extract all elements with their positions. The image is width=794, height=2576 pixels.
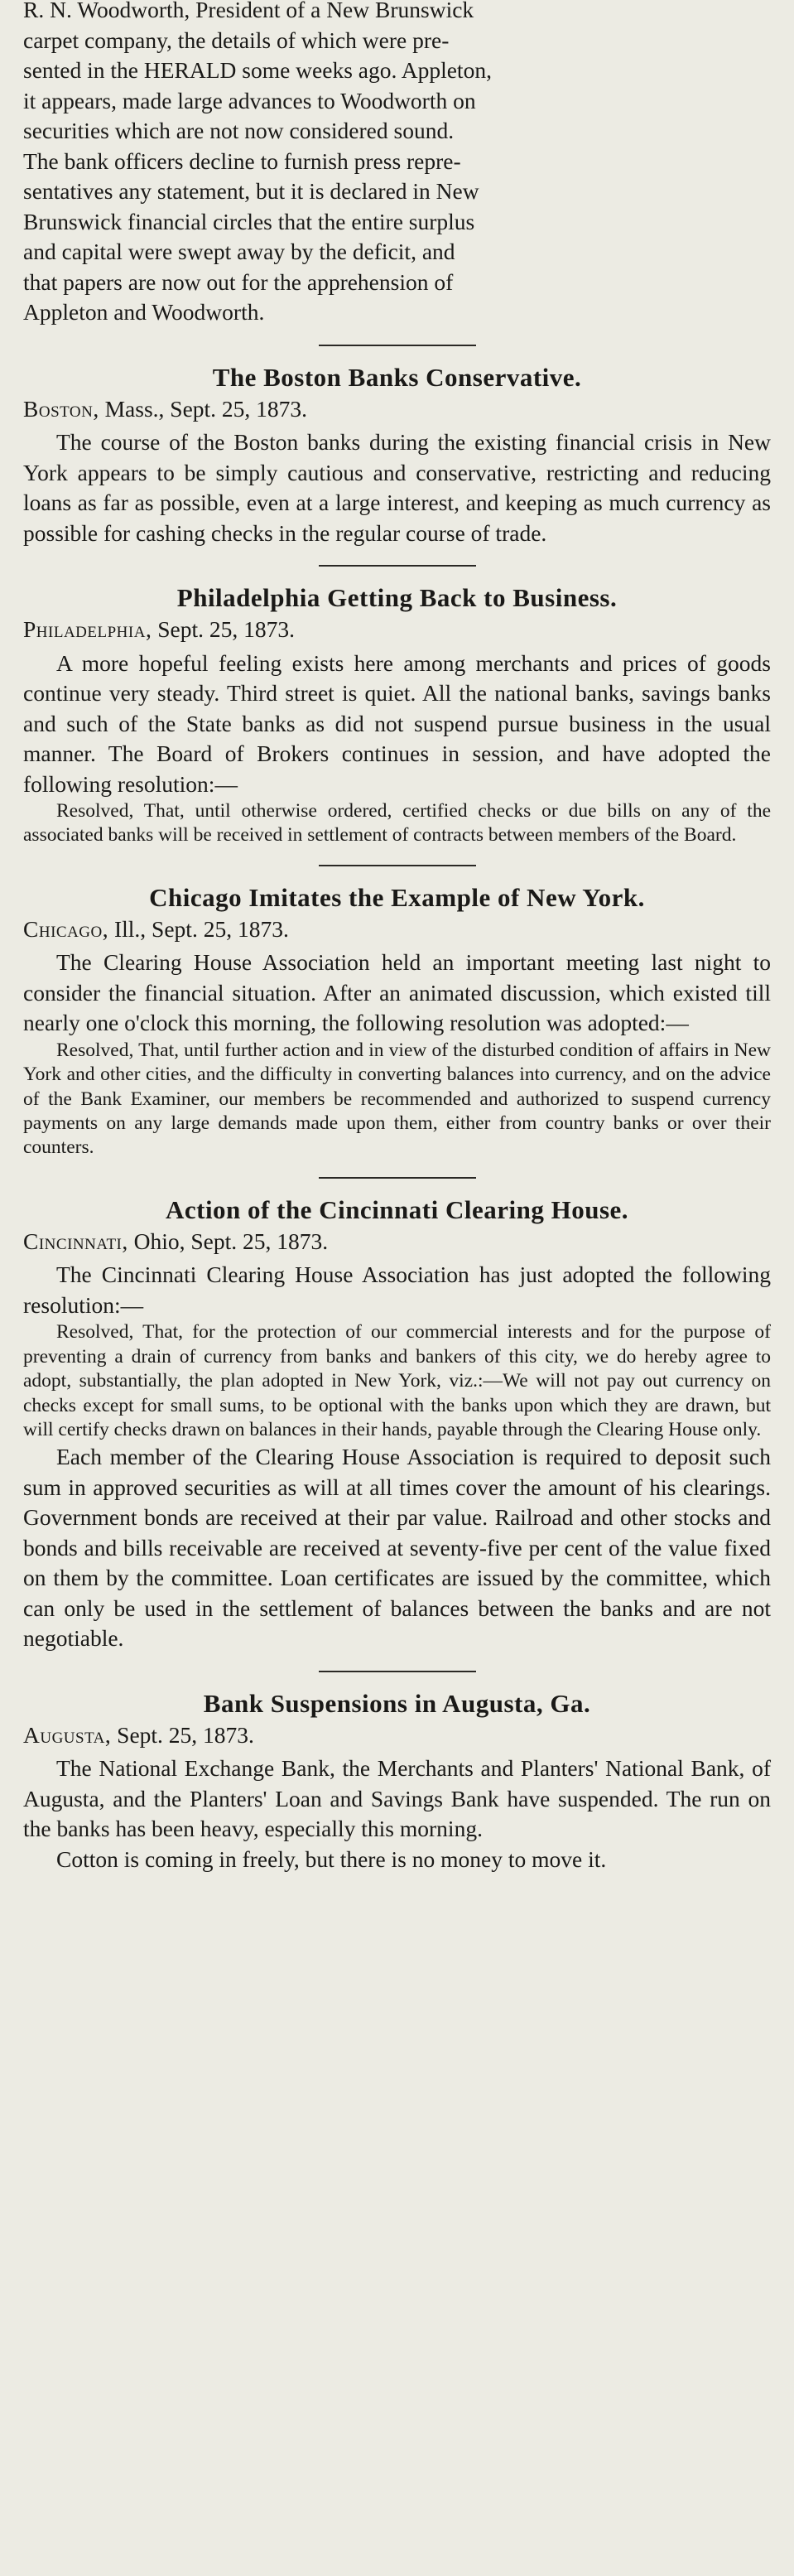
text-line: carpet company, the details of which were pre- [23, 27, 450, 53]
section-divider [319, 345, 476, 346]
dateline-date: Sept. 25, 1873. [152, 616, 295, 642]
dateline-cincinnati [23, 1227, 771, 1257]
text-line: that papers are now out for the apprehension of [23, 268, 454, 295]
dateline-augusta [23, 1720, 771, 1751]
section-divider [319, 565, 476, 567]
dateline-philadelphia [23, 615, 771, 645]
article-chicago [23, 881, 771, 1160]
dateline-date: Ill., Sept. 25, 1873. [108, 915, 289, 942]
dateline-place: Philadelphia, [23, 616, 152, 642]
text-line: securities which are not now considered sound. [23, 118, 455, 143]
headline-chicago: Chicago Imitates the Example of New York. [149, 882, 645, 912]
section-divider [319, 865, 476, 866]
text-line: Appleton and Woodworth. [23, 299, 265, 325]
dateline-boston [23, 394, 771, 425]
resolution-text: Resolved, That, until further action and in view of the disturbed condition of affairs in New York and other cities, and the difficulty in converting balances into currency, and on the advice of the Bank Examiner, our members be recommended and authorized to suspend currency payments on any large demands made upon them, either from country banks or over their counters. [23, 1039, 771, 1159]
body-paragraph: The course of the Boston banks during the existing financial crisis in New York appears to be simply cautious and conservative, restricting and reducing loans as far as possible, even at a large interest, and keeping as much currency as possible for cashing checks in the regular course of trade. [23, 429, 771, 546]
text-line: and capital were swept away by the deficit, and [23, 239, 455, 264]
headline-cincinnati: Action of the Cincinnati Clearing House. [165, 1194, 629, 1224]
article-new-brunswick-continuation [23, 0, 771, 328]
dateline-place: Chicago, [23, 915, 109, 942]
body-paragraph: The Clearing House Association held an important meeting last night to consider the financial situation. After an animated discussion, which existed till nearly one o'clock this morning, the following resolution was adopted:— [23, 949, 771, 1036]
dateline-date: Mass., Sept. 25, 1873. [99, 395, 308, 422]
text-line: The bank officers decline to furnish press repre- [23, 147, 461, 174]
article-augusta [23, 1687, 771, 1875]
headline-augusta: Bank Suspensions in Augusta, Ga. [203, 1688, 591, 1718]
dateline-place: Boston, [23, 395, 99, 422]
section-divider [319, 1671, 476, 1672]
resolution-text: Resolved, That, until otherwise ordered, certified checks or due bills on any of the associated banks will be received in settlement of contracts between members of the Board. [23, 800, 771, 847]
body-paragraph: Cotton is coming in freely, but there is no money to move it. [56, 1845, 607, 1872]
text-line: it appears, made large advances to Woodworth on [23, 87, 476, 113]
dateline-chicago [23, 914, 771, 945]
text-line: Brunswick financial circles that the entire surplus [23, 208, 475, 234]
text-line: sented in the HERALD some weeks ago. Appleton, [23, 57, 492, 83]
resolution-text: Resolved, That, for the protection of our commercial interests and for the purpose of preventing a drain of currency from banks and bankers of this city, we do hereby agree to adopt, substantially, the plan adopted in New York, viz.:—We will not pay out currency on checks except for small sums, to be optional with the banks upon which they are drawn, but will certify checks drawn on balances in their hands, payable through the Clearing House only. [23, 1321, 771, 1440]
article-philadelphia [23, 581, 771, 848]
section-divider [319, 1177, 476, 1179]
body-paragraph: The Cincinnati Clearing House Association has just adopted the following resolution:— [23, 1261, 771, 1318]
dateline-place: Augusta, [23, 1721, 112, 1748]
headline-boston: The Boston Banks Conservative. [212, 362, 582, 392]
dateline-place: Cincinnati, [23, 1228, 128, 1254]
article-boston [23, 361, 771, 549]
body-paragraph: Each member of the Clearing House Association is required to deposit such sum in approved securities as will at all times cover the amount of his clearings. Government bonds are received at their par value. Railroad and other stocks and bonds and bills receivable are received at seventy-five per cent of the value fixed on them by the committee. Loan certificates are issued by the committee, which can only be used in the settlement of balances between the banks and are not negotiable. [23, 1444, 771, 1652]
headline-philadelphia: Philadelphia Getting Back to Business. [176, 583, 618, 612]
article-cincinnati [23, 1194, 771, 1654]
body-paragraph: The National Exchange Bank, the Merchants and Planters' National Bank, of Augusta, and the Planters' Loan and Savings Bank have suspended. The run on the banks has been heavy, especially this morning. [23, 1755, 771, 1842]
text-line: sentatives any statement, but it is declared in New [23, 178, 479, 204]
dateline-date: Ohio, Sept. 25, 1873. [128, 1228, 329, 1254]
text-line: R. N. Woodworth, President of a New Brunswick [23, 0, 474, 22]
dateline-date: Sept. 25, 1873. [111, 1721, 254, 1748]
body-paragraph: A more hopeful feeling exists here among merchants and prices of goods continue very steady. Third street is quiet. All the national banks, savings banks and such of the State banks as did not suspend pursue business in the usual manner. The Board of Brokers continues in session, and have adopted the following resolution:— [23, 649, 771, 797]
